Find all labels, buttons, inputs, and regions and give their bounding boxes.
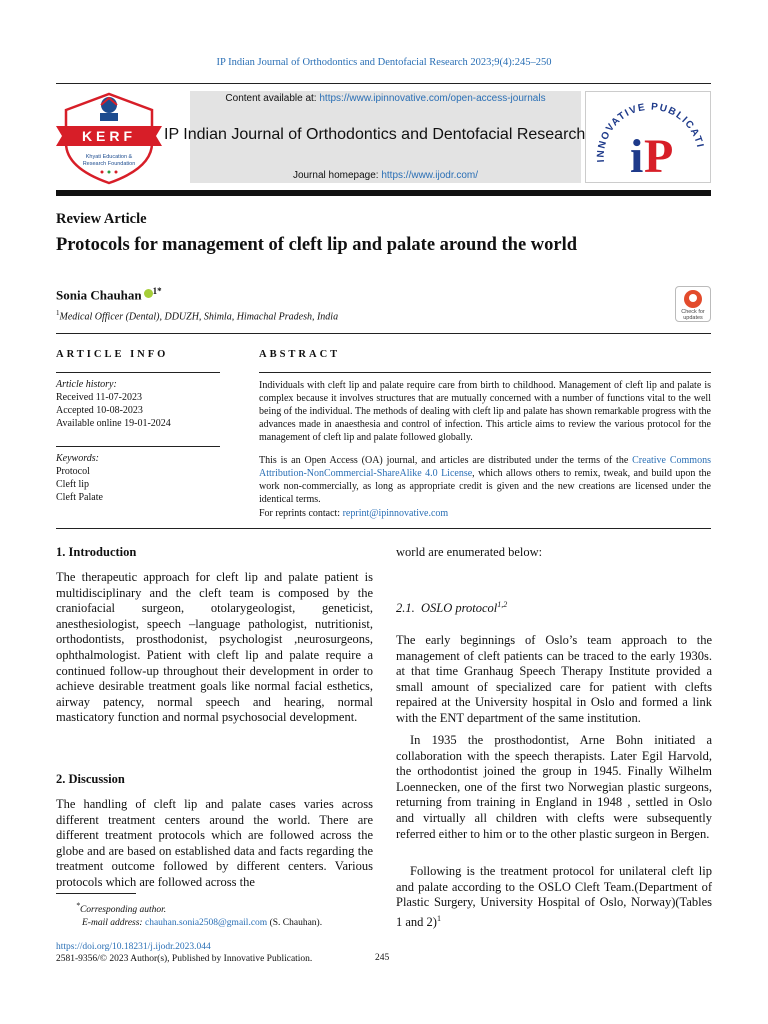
check-updates-label: Check for updates xyxy=(681,309,705,321)
homepage-label: Journal homepage: xyxy=(292,170,382,181)
article-title: Protocols for management of cleft lip and palate around the world xyxy=(56,235,578,255)
keywords-rule xyxy=(56,446,220,447)
author-email-link[interactable]: chauhan.sonia2508@gmail.com xyxy=(144,918,268,929)
svg-text:Khyati Education &: Khyati Education & xyxy=(85,154,133,160)
email-suffix: (S. Chauhan). xyxy=(267,918,323,929)
svg-text:i: i xyxy=(630,130,644,182)
reprints xyxy=(259,507,711,520)
svg-text:INNOVATIVE PUBLICATION: INNOVATIVE PUBLICATI xyxy=(595,101,706,163)
svg-text:KERF: KERF xyxy=(81,128,137,144)
check-for-updates-button[interactable] xyxy=(675,286,711,322)
email-note xyxy=(76,917,376,930)
discussion-heading: 2. Discussion xyxy=(56,772,125,786)
info-rule xyxy=(56,372,220,373)
oslo-heading xyxy=(396,600,507,616)
footnote-mark: * xyxy=(76,901,80,910)
abstract-heading: ABSTRACT xyxy=(259,349,341,360)
journal-citation[interactable]: IP Indian Journal of Orthodontics and Dentofacial Research 2023;9(4):245–250 xyxy=(216,57,552,68)
keyword-item: Cleft lip xyxy=(56,479,90,490)
oslo-paragraph-2: In 1935 the prosthodontist, Arne Bohn initiated a collaboration with the speech therapists. Later Egil Harvold, the orthodontist joined the group in 1945. Finally Wilhelm Loennecken, one of the first two Norwegian plastic surgeons, returning from training in England in 1948 , settled in Oslo and virtually all children with clefts were subsequently referred either to him or to the other plastic surgeon in Bergen. xyxy=(396,733,712,841)
orcid-icon[interactable] xyxy=(144,289,153,298)
issn-copyright: 2581-9356/© 2023 Author(s), Published by Innovative Publication. xyxy=(56,954,313,964)
online-date: Available online 19-01-2024 xyxy=(56,418,171,429)
citation-ref[interactable]: 1 xyxy=(436,913,441,923)
affiliation-text: Medical Officer (Dental), DDUZH, Shimla, Himachal Pradesh, India xyxy=(59,311,339,323)
citation-refs[interactable]: 1,2 xyxy=(497,600,508,609)
keyword-item: Protocol xyxy=(56,466,90,477)
content-label: Content available at: xyxy=(225,93,320,104)
article-type: Review Article xyxy=(56,211,147,227)
kerf-logo xyxy=(56,88,162,186)
license-text xyxy=(259,454,711,506)
footnote xyxy=(76,899,376,930)
history-label: Article history: xyxy=(56,379,117,390)
article-history xyxy=(56,378,220,430)
homepage-link[interactable]: https://www.ijodr.com/ xyxy=(381,170,479,181)
content-link[interactable]: https://www.ipinnovative.com/open-access-journals xyxy=(319,93,546,104)
subsection-title: OSLO protocol xyxy=(421,601,498,616)
abstract-rule xyxy=(259,372,711,373)
journal-title: IP Indian Journal of Orthodontics and Dentofacial Research xyxy=(164,126,586,143)
oslo-paragraph-3-text: Following is the treatment protocol for unilateral cleft lip and palate according to the OSLO Cleft Team.(Department of Plastic Surgery, University Hospital of Oslo, Norway)(Tables 1 and 2) xyxy=(396,864,712,929)
oslo-paragraph-3 xyxy=(396,864,712,931)
content-availability xyxy=(190,93,581,104)
oslo-paragraph-1: The early beginnings of Oslo’s team approach to the management of cleft patients can be traced to the early 1930s. at that time Granhaug Speech Therapy Institute provided a small amount of specialized care for patient with clefts repaired at the University hospital in Oslo and formed a link with the ENT department of the same institution. xyxy=(396,633,712,725)
author-marks: 1* xyxy=(152,286,162,296)
keyword-item: Cleft Palate xyxy=(56,492,103,503)
keywords-label: Keywords: xyxy=(56,453,99,464)
subsection-number: 2.1. xyxy=(396,601,415,616)
abstract-text: Individuals with cleft lip and palate require care from birth to childhood. Management of cleft lip and palate is complex because it involves structures that are mutually concerned with a number of functions vital to the well being of the individual. The methods of dealing with cleft lip and palate has shown remarkable progress with the advances made in anaesthesia and control of infection. This article aims to review the various protocol for the management of cleft lip and palate followed globally. xyxy=(259,380,711,443)
reprints-email-link[interactable]: reprint@ipinnovative.com xyxy=(342,508,449,519)
innovative-publication-logo-icon xyxy=(586,92,710,182)
svg-text:P: P xyxy=(644,130,674,182)
header-thick-bar xyxy=(56,190,711,196)
license-terms: , which allows others to remix, tweak, and build upon the work non-commercially, as long as appropriate credit is given and the new creations are licensed under the identical terms. xyxy=(259,468,711,505)
journal-homepage xyxy=(190,170,581,181)
author-name[interactable]: Sonia Chauhan xyxy=(56,287,142,303)
introduction-text: The therapeutic approach for cleft lip and palate patient is multidisciplinary and the cleft team is composed by the craniofacial surgeon, otolarygeologist, geneticist, anesthesiologist, speech –language pathologist, nutritionist, orthodontists, prosthodonist, psychologist ,neurosurgeons, ophthalmologist. Patient with cleft lip and palate require a continued follow-up throughout their development in order to achieve desirable treatment goals like normal facial esthetics, airway patency, normal speech and hearing, normal masticatory function and normal psychosocial development. xyxy=(56,570,373,725)
discussion-continuation: world are enumerated below: xyxy=(396,545,543,559)
kerf-shield-icon xyxy=(56,88,162,186)
footnote-rule xyxy=(56,893,136,894)
abstract-bottom-rule xyxy=(56,528,711,529)
crossmark-icon xyxy=(684,290,702,308)
keywords xyxy=(56,452,220,504)
reprints-label: For reprints contact: xyxy=(259,508,343,519)
article-info-heading: ARTICLE INFO xyxy=(56,349,169,360)
email-label: E-mail address: xyxy=(82,918,145,929)
page-footer xyxy=(56,941,312,965)
doi-link[interactable]: https://doi.org/10.18231/j.ijodr.2023.044 xyxy=(56,942,211,952)
license-intro: This is an Open Access (OA) journal, and articles are distributed under the terms of the xyxy=(259,455,633,466)
corresponding-note xyxy=(76,899,376,917)
publisher-logo xyxy=(585,91,711,183)
info-top-rule xyxy=(56,333,711,334)
received-date: Received 11-07-2023 xyxy=(56,392,142,403)
svg-text:Research Foundation: Research Foundation xyxy=(82,161,136,167)
license-link[interactable]: Creative Commons Attribution-NonCommercial-ShareAlike 4.0 License xyxy=(259,455,711,479)
introduction-heading: 1. Introduction xyxy=(56,545,137,559)
header-rule xyxy=(56,83,711,84)
discussion-text: The handling of cleft lip and palate cases varies across different treatment centers around the world. There are different treatment protocols which are followed across the globe and are based on established data and facts regarding the treatment outcome followed by different centers. Various protocols which are followed across the xyxy=(56,797,373,889)
affiliation xyxy=(56,309,338,322)
page-number: 245 xyxy=(375,953,390,963)
corresponding-label: Corresponding author. xyxy=(79,905,167,916)
author-line xyxy=(56,286,162,303)
affiliation-mark: 1 xyxy=(56,309,60,317)
accepted-date: Accepted 10-08-2023 xyxy=(56,405,143,416)
